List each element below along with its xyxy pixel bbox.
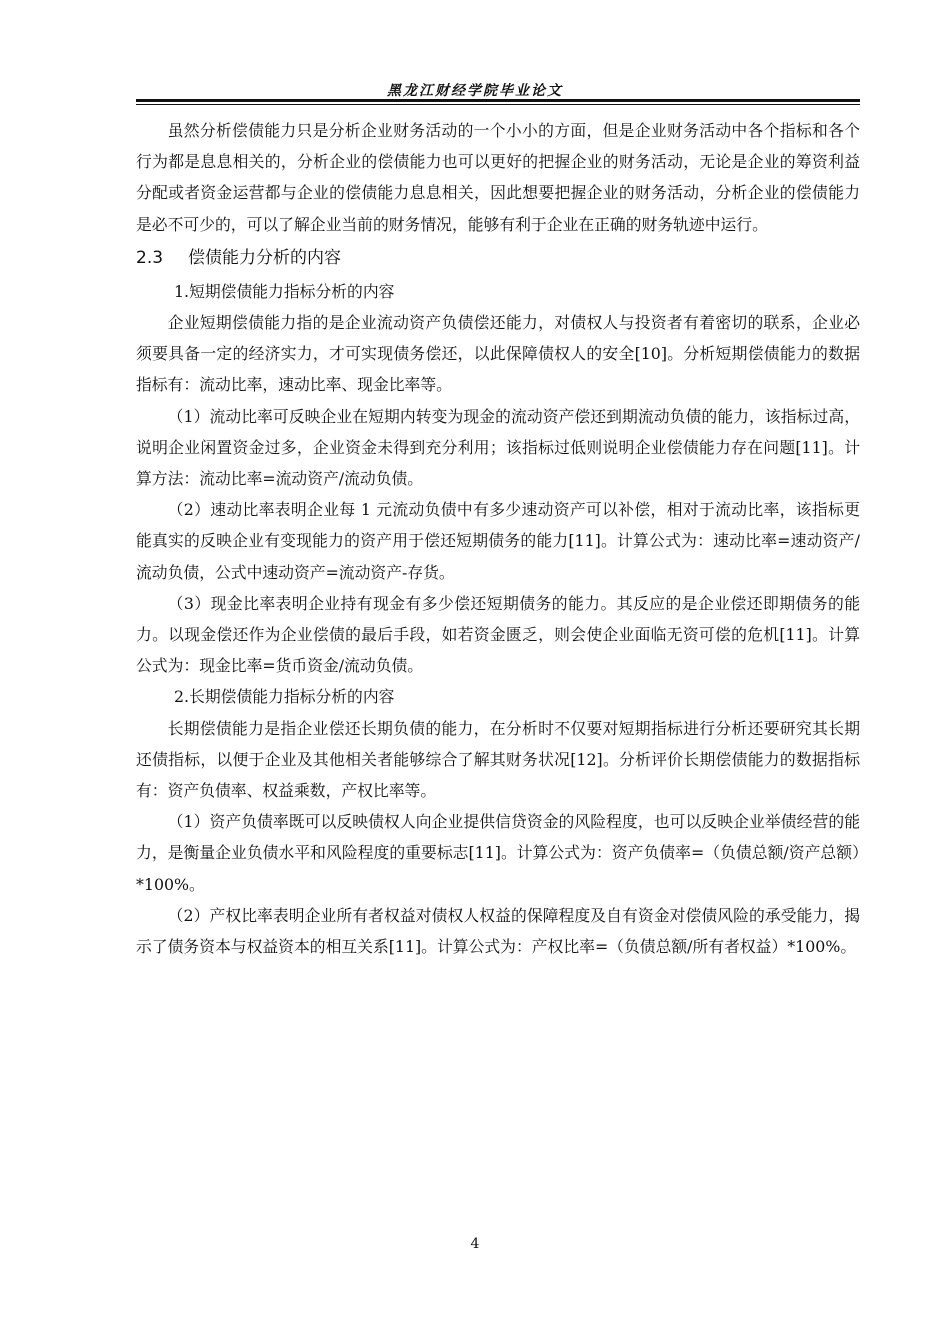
paragraph-debt-ratio: （1）资产负债率既可以反映债权人向企业提供信贷资金的风险程度，也可以反映企业举债经营的能力，是衡量企业负债水平和风险程度的重要标志[11]。计算公式为：资产负债率=（负债总额/资产总额）*100%。 <box>136 812 860 894</box>
paragraph-intro: 虽然分析偿债能力只是分析企业财务活动的一个小小的方面，但是企业财务活动中各个指标和各个行为都是息息相关的，分析企业的偿债能力也可以更好的把握企业的财务活动，无论是企业的筹资利益分配或者资金运营都与企业的偿债能力息息相关，因此想要把握企业的财务活动，分析企业的偿债能力是必不可少的，可以了解企业当前的财务情况，能够有利于企业在正确的财务轨迹中运行。 <box>136 121 860 234</box>
paragraph-short-term-intro: 企业短期偿债能力指的是企业流动资产负债偿还能力，对债权人与投资者有着密切的联系，企业必须要具备一定的经济实力，才可实现债务偿还，以此保障债权人的安全[10]。分析短期偿债能力的数据指标有：流动比率，速动比率、现金比率等。 <box>136 313 860 395</box>
page-number: 4 <box>470 1236 480 1252</box>
paragraph-long-term-intro: 长期偿债能力是指企业偿还长期负债的能力，在分析时不仅要对短期指标进行分析还要研究其长期还债指标，以便于企业及其他相关者能够综合了解其财务状况[12]。分析评价长期偿债能力的数据指标有：资产负债率、权益乘数，产权比率等。 <box>136 718 860 801</box>
section-number: 2.3 <box>136 247 164 268</box>
header-rule-thick <box>136 99 860 102</box>
paragraph-current-ratio: （1）流动比率可反映企业在短期内转变为现金的流动资产偿还到期流动负债的能力，该指标过高，说明企业闲置资金过多，企业资金未得到充分利用；该指标过低则说明企业偿债能力存在问题[11]。计算方法：流动比率=流动资产/流动负债。 <box>136 406 860 489</box>
section-heading <box>136 240 860 276</box>
header-rule-thin <box>136 104 860 105</box>
document-header-title: 黑龙江财经学院毕业论文 <box>387 83 563 99</box>
section-title: 偿债能力分析的内容 <box>188 247 341 268</box>
paragraph-cash-ratio: （3）现金比率表明企业持有现金有多少偿还短期债务的能力。其反应的是企业偿还即期债务的能力。以现金偿还作为企业偿债的最后手段，如若资金匮乏，则会使企业面临无资可偿的危机[11]。计算公式为：现金比率=货币资金/流动负债。 <box>136 593 860 676</box>
paragraph-quick-ratio: （2）速动比率表明企业每 1 元流动负债中有多少速动资产可以补偿，相对于流动比率，该指标更能真实的反映企业有变现能力的资产用于偿还短期债务的能力[11]。计算公式为：速动比率=速动资产/流动负债，公式中速动资产=流动资产-存货。 <box>136 500 860 582</box>
paragraph-equity-ratio: （2）产权比率表明企业所有者权益对债权人权益的保障程度及自有资金对偿债风险的承受能力，揭示了债务资本与权益资本的相互关系[11]。计算公式为：产权比率=（负债总额/所有者权益）*100%。 <box>136 905 860 957</box>
subheading-short-term: 1.短期偿债能力指标分析的内容 <box>174 281 395 301</box>
subheading-long-term: 2.长期偿债能力指标分析的内容 <box>174 687 395 707</box>
document-body <box>136 115 860 962</box>
